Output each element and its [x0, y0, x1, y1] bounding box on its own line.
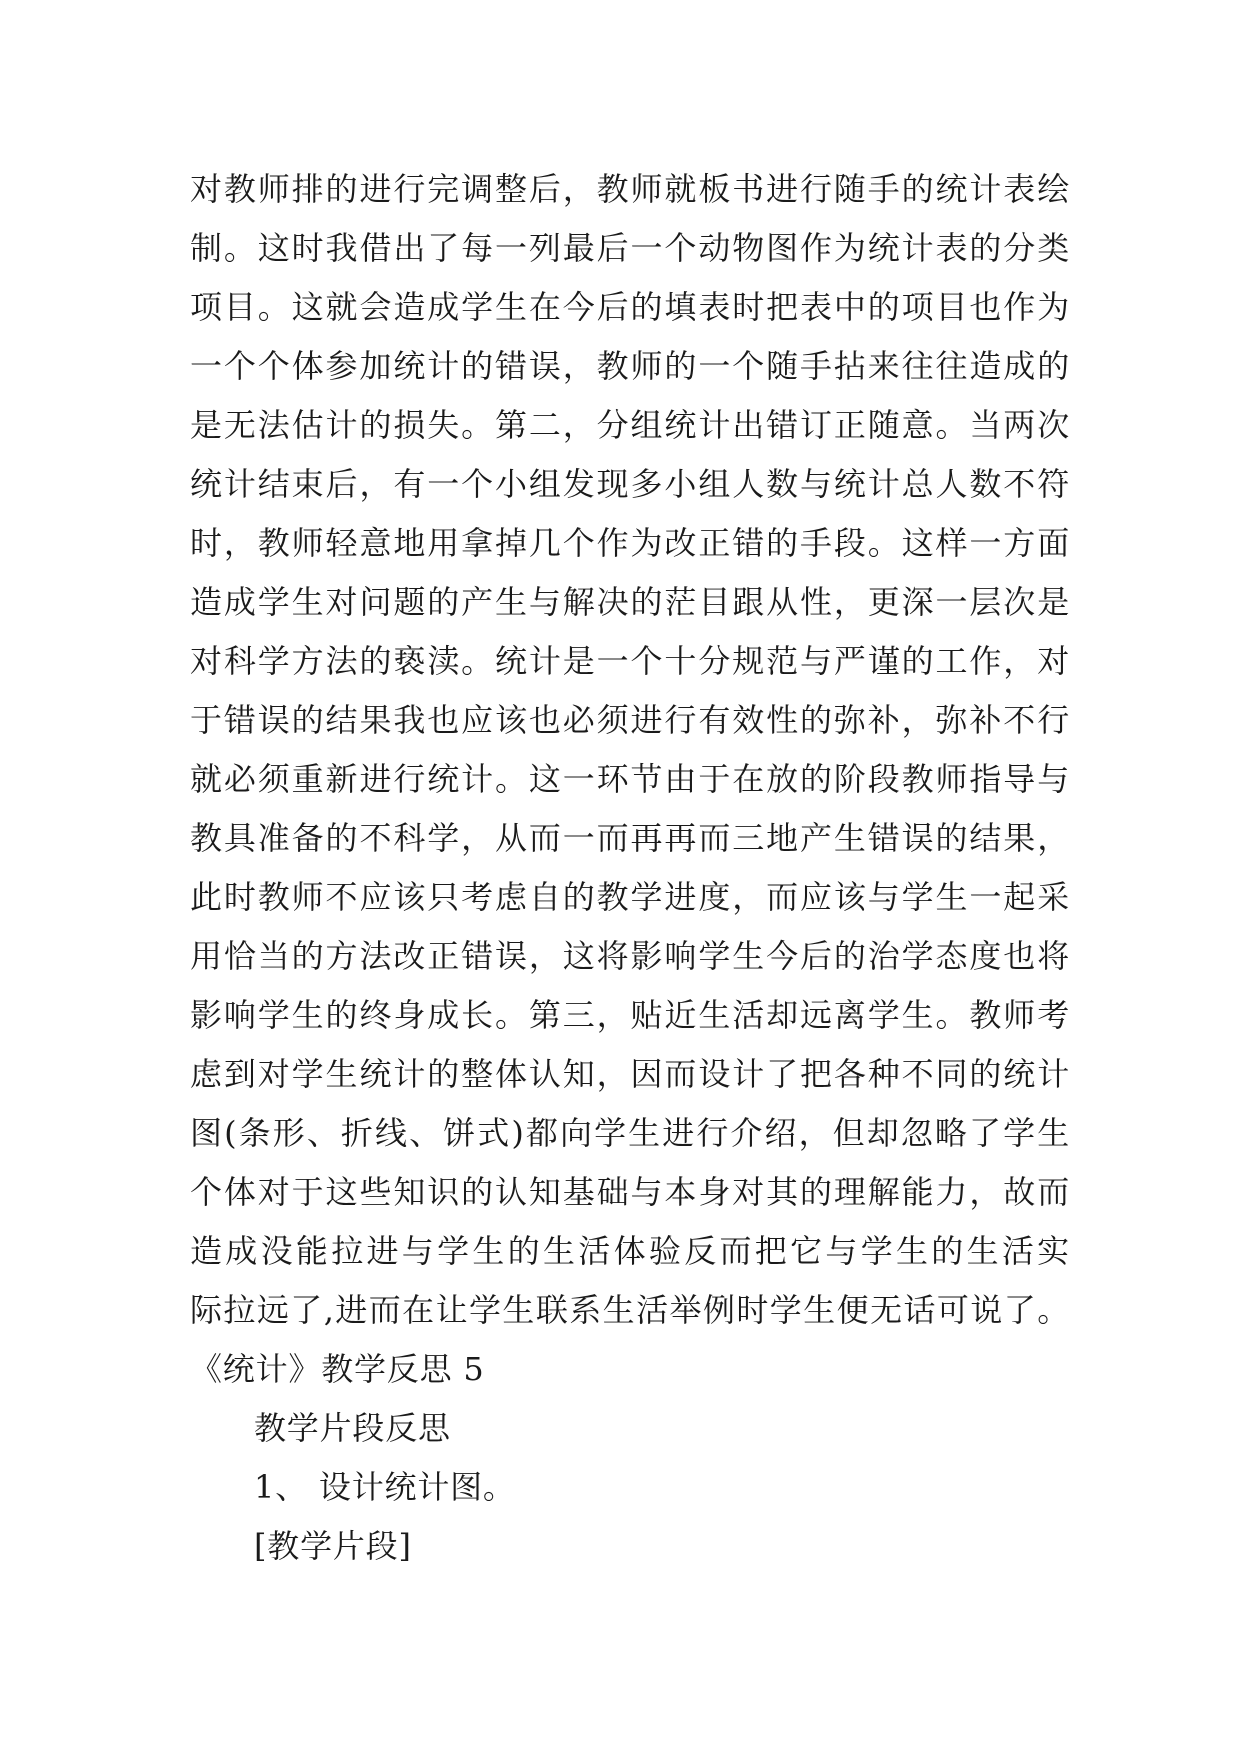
paragraph-line: 此时教师不应该只考虑自的教学进度，而应该与学生一起采 — [190, 878, 1070, 916]
paragraph-line: 用恰当的方法改正错误，这将影响学生今后的治学态度也将 — [190, 937, 1070, 975]
paragraph-line: 造成学生对问题的产生与解决的茫目跟从性，更深一层次是 — [190, 583, 1070, 621]
bracket-label: [教学片段] — [254, 1527, 412, 1565]
section-title: 《统计》教学反思 5 — [190, 1350, 485, 1388]
numbered-item: 1、 设计统计图。 — [254, 1468, 516, 1506]
paragraph-line: 虑到对学生统计的整体认知，因而设计了把各种不同的统计 — [190, 1055, 1070, 1093]
paragraph-line: 一个个体参加统计的错误，教师的一个随手拈来往往造成的 — [190, 347, 1070, 385]
paragraph-line: 对教师排的进行完调整后，教师就板书进行随手的统计表绘 — [190, 170, 1070, 208]
document-body — [190, 160, 1070, 1576]
paragraph-line: 制。这时我借出了每一列最后一个动物图作为统计表的分类 — [190, 229, 1070, 267]
paragraph-line: 影响学生的终身成长。第三，贴近生活却远离学生。教师考 — [190, 996, 1070, 1034]
paragraph-line: 造成没能拉进与学生的生活体验反而把它与学生的生活实 — [190, 1232, 1070, 1270]
paragraph-line: 时，教师轻意地用拿掉几个作为改正错的手段。这样一方面 — [190, 524, 1070, 562]
paragraph-line: 是无法估计的损失。第二，分组统计出错订正随意。当两次 — [190, 406, 1070, 444]
paragraph-line: 图(条形、折线、饼式)都向学生进行介绍，但却忽略了学生 — [190, 1114, 1070, 1152]
subheading: 教学片段反思 — [254, 1409, 451, 1447]
paragraph-line: 就必须重新进行统计。这一环节由于在放的阶段教师指导与 — [190, 760, 1070, 798]
paragraph-line: 统计结束后，有一个小组发现多小组人数与统计总人数不符 — [190, 465, 1070, 503]
paragraph-line: 对科学方法的亵渎。统计是一个十分规范与严谨的工作，对 — [190, 642, 1070, 680]
paragraph-line: 际拉远了,进而在让学生联系生活举例时学生便无话可说了。 — [190, 1291, 1070, 1329]
paragraph-line: 教具准备的不科学，从而一而再再而三地产生错误的结果， — [190, 819, 1070, 857]
paragraph-line: 个体对于这些知识的认知基础与本身对其的理解能力，故而 — [190, 1173, 1070, 1211]
paragraph-line: 项目。这就会造成学生在今后的填表时把表中的项目也作为 — [190, 288, 1070, 326]
paragraph-line: 于错误的结果我也应该也必须进行有效性的弥补，弥补不行 — [190, 701, 1070, 739]
